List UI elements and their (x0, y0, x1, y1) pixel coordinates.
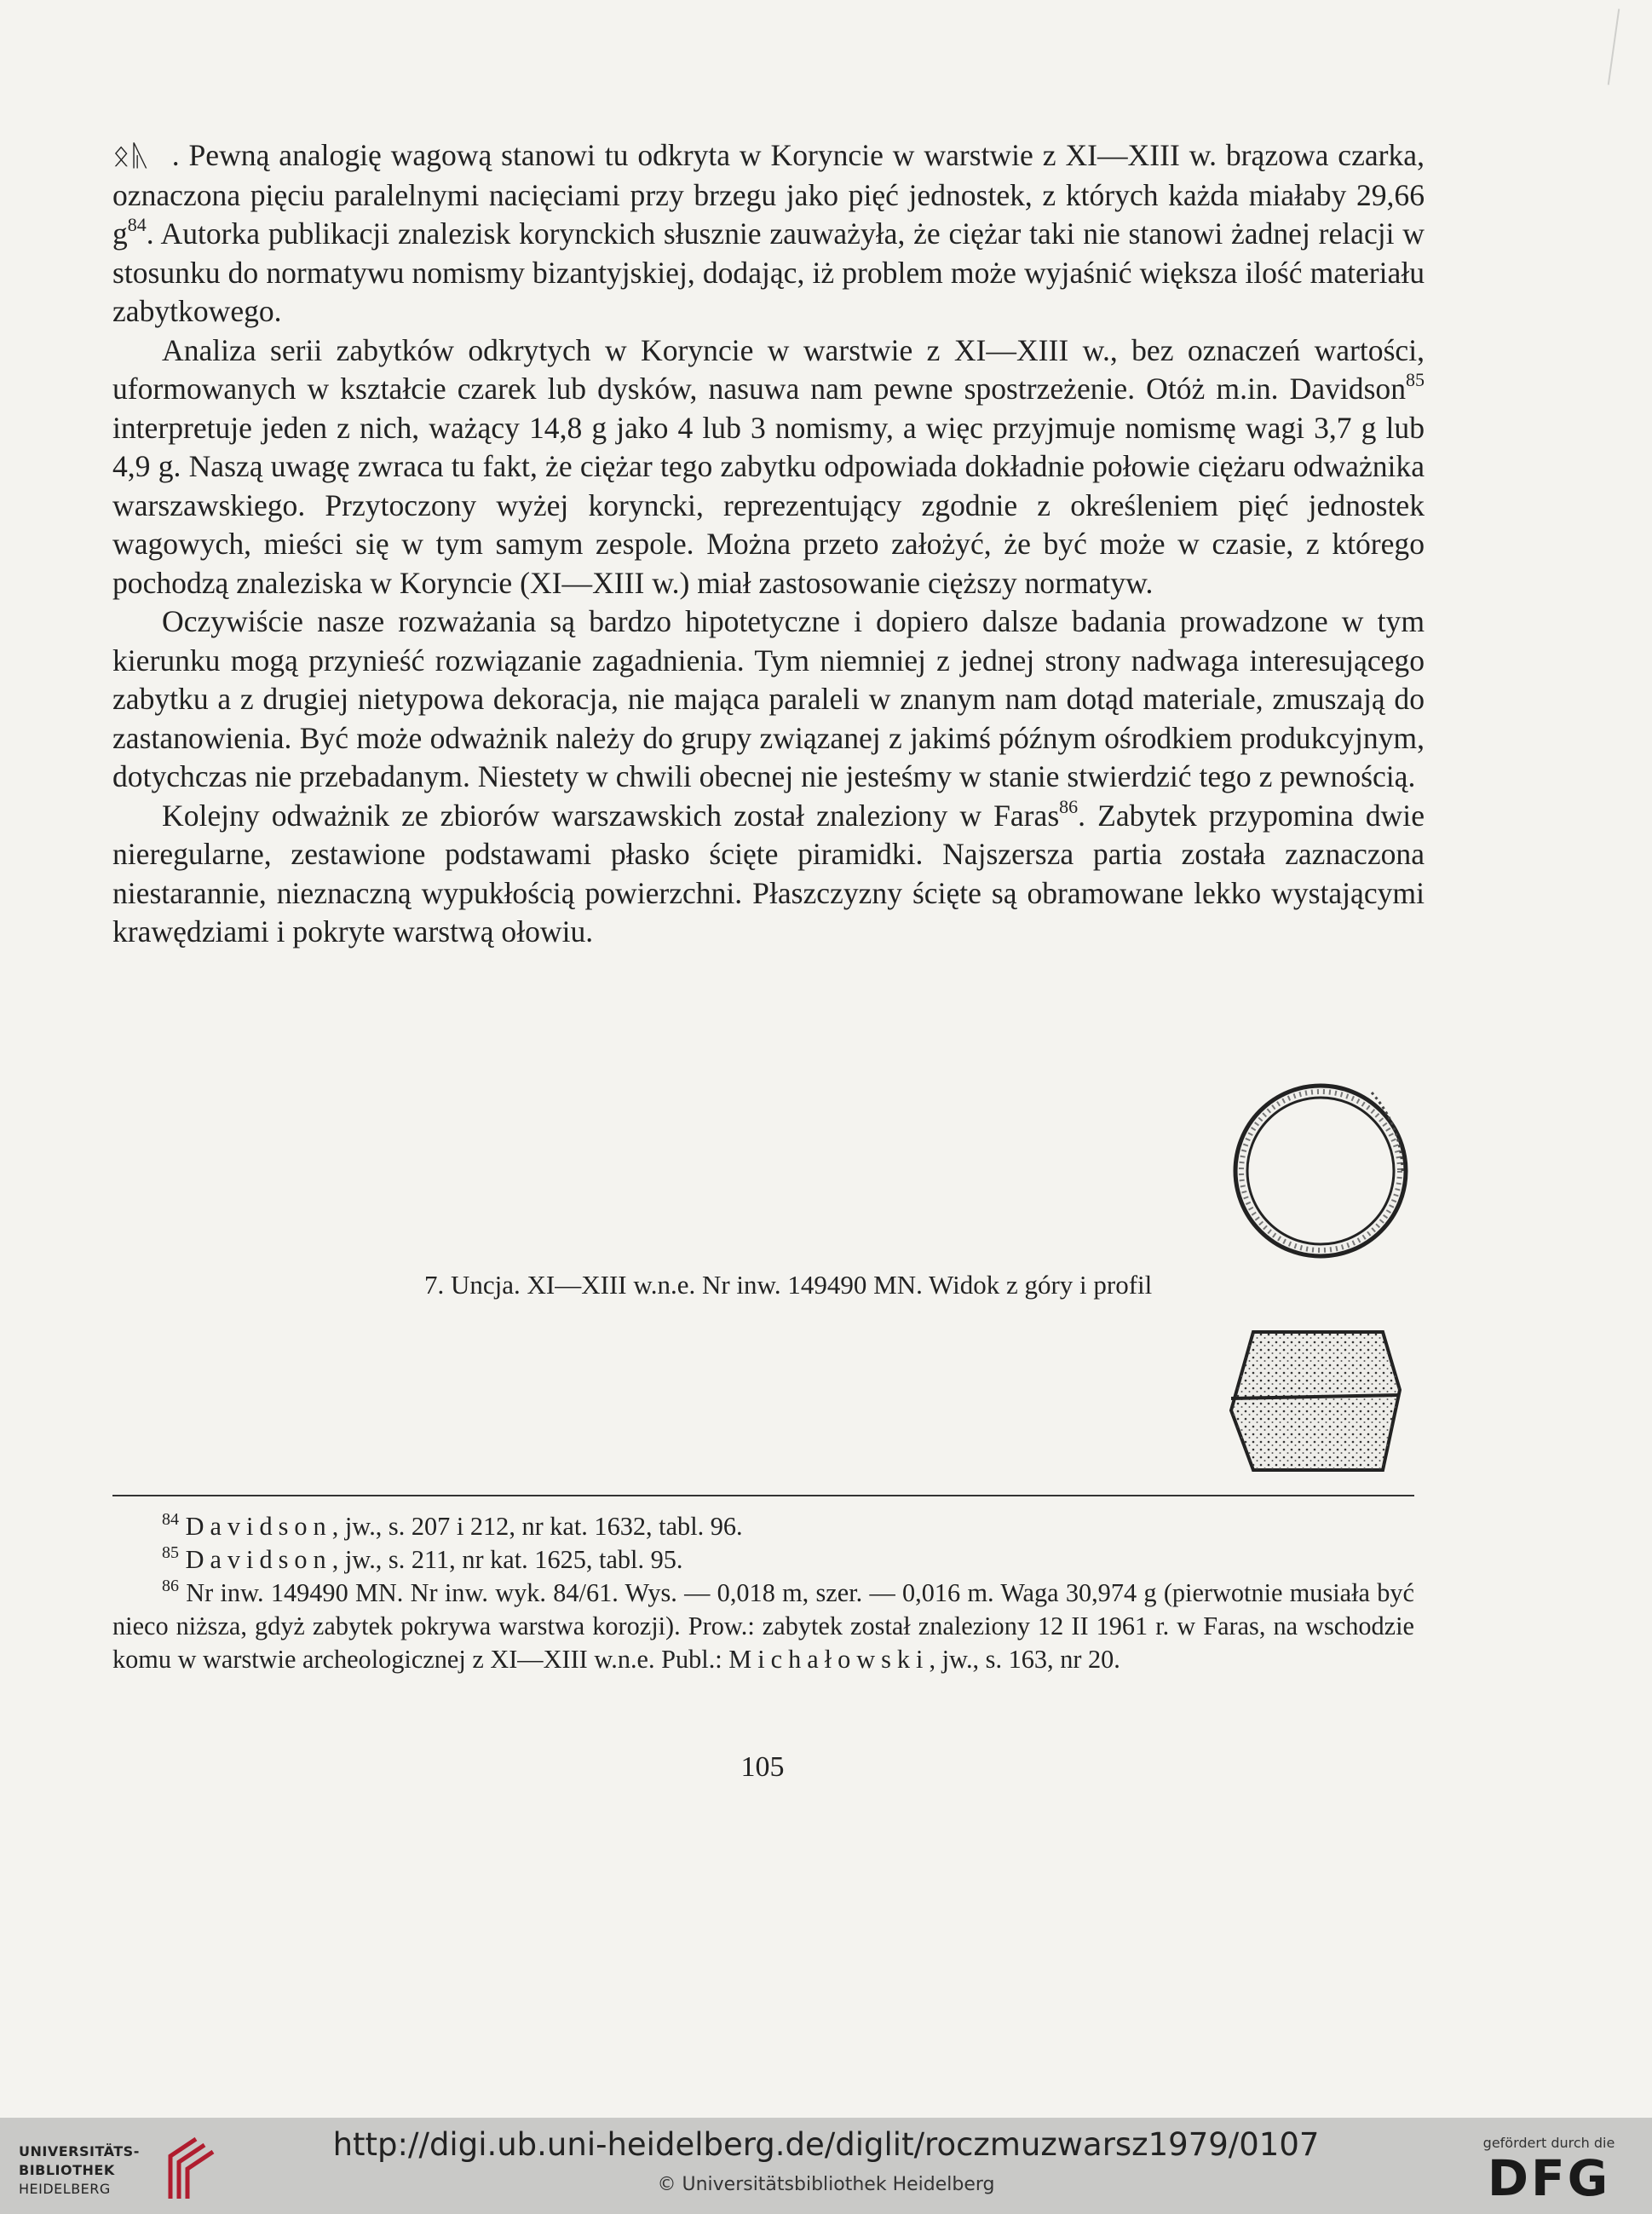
footnote-ref-86[interactable]: 86 (1059, 795, 1079, 817)
paragraph-2-text: Analiza serii zabytków odkrytych w Koryncie w warstwie z XI—XIII w., bez oznaczeń wartości, uformowanych w kształcie czarek lub dysków, nasuwa nam pewne spostrzeżenie. Otóż m.in. Davidson (112, 332, 1425, 406)
paragraph-1 (112, 136, 1425, 332)
copyright-notice: © Universitätsbibliothek Heidelberg (657, 2174, 995, 2195)
footnote-84 (112, 1510, 1414, 1543)
sponsor-name: DFG (1487, 2149, 1611, 2207)
weight-top-view-drawing (1227, 1075, 1414, 1267)
figure-caption: 7. Uncja. XI—XIII w.n.e. Nr inw. 149490 MN. Widok z góry i profil (424, 1270, 1153, 1300)
viewer-footer (0, 2118, 1652, 2214)
footnote-text: Nr inw. 149490 MN. Nr inw. wyk. 84/61. Wys. — 0,018 m, szer. — 0,016 m. Waga 30,974 g (pierwotnie musiała być nieco niższa, gdyż zabytek pokrywa warstwa korozji). Prow.: zabytek został znaleziony 12 II 1961 r. w Faras, na wschodzie komu w warstwie archeologicznej z XI—XIII w.n.e. Publ.: (112, 1578, 1414, 1674)
footnote-ref-85[interactable]: 85 (1406, 369, 1425, 390)
logo-line-1: UNIVERSITÄTS- (19, 2143, 140, 2159)
footnote-number: 85 (162, 1543, 179, 1562)
paragraph-2-rest: interpretuje jeden z nich, ważący 14,8 g jako 4 lub 3 nomismy, a więc przyjmuje nomismę wagi 3,7 g lub 4,9 g. Naszą uwagę zwraca tu fakt, że ciężar tego zabytku odpowiada dokładnie połowie ciężaru odważnika warszawskiego. Przytoczony wyżej koryncki, reprezentujący zgodnie z określeniem pięć jednostek wagowych, mieści się w tym samym zespole. Można przeto założyć, że być może w czasie, z którego pochodzą znaleziska w Koryncie (XI—XIII w.) miał zastosowanie cięższy normatyw. (112, 410, 1425, 600)
footnote-number: 86 (162, 1577, 179, 1595)
footnote-separator (112, 1495, 1414, 1496)
dfg-sponsor-logo[interactable] (1464, 2135, 1634, 2207)
footnote-ref-84[interactable]: 84 (127, 214, 147, 235)
body-text (112, 136, 1425, 952)
page-number: 105 (740, 1751, 785, 1783)
weight-profile-drawing (1221, 1325, 1404, 1477)
paragraph-1-text: . Pewną analogię wagową stanowi tu odkryta w Koryncie w warstwie z XI—XIII w. brązowa czarka, oznaczona pięciu paralelnymi nacięciami przy brzegu jako pięć jednostek, z których każda miałaby 29,66 g (112, 138, 1425, 251)
footnote-86 (112, 1577, 1414, 1676)
scan-mark (1608, 9, 1620, 84)
footnotes (112, 1510, 1414, 1676)
footnote-text: , jw., s. 211, nr kat. 1625, tabl. 95. (331, 1545, 683, 1574)
paragraph-4 (112, 797, 1425, 952)
paragraph-2 (112, 332, 1425, 603)
rune-symbol: ᛟᚣ (112, 139, 151, 173)
paragraph-4-text: Kolejny odważnik ze zbiorów warszawskich został znaleziony w Faras (162, 798, 1060, 833)
footnote-number: 84 (162, 1510, 179, 1529)
paragraph-1-rest: . Autorka publikacji znalezisk korynckich słusznie zauważyła, że ciężar taki nie stanowi żadnej relacji w stosunku do normatywu nomismy bizantyjskiej, dodając, iż problem może wyjaśnić większa ilość materiału zabytkowego. (112, 216, 1425, 328)
paragraph-4-rest: . Zabytek przypomina dwie nieregularne, zestawione podstawami płasko ścięte piramidki. Najszersza partia została zaznaczona niestarannie, nieznaczną wypukłością powierzchni. Płaszczyzny ścięte są obramowane lekko wystającymi krawędziami i pokryte warstwą ołowiu. (112, 798, 1425, 948)
footnote-text-rest: , jw., s. 163, nr 20. (929, 1645, 1120, 1674)
logo-line-3: HEIDELBERG (19, 2181, 111, 2197)
sponsor-label: gefördert durch die (1482, 2135, 1615, 2151)
footnote-text: , jw., s. 207 i 212, nr kat. 1632, tabl. 96. (331, 1512, 743, 1541)
footnote-author: Davidson (185, 1545, 332, 1574)
footnote-85 (112, 1543, 1414, 1577)
footnote-author: Davidson (185, 1512, 332, 1541)
paragraph-3: Oczywiście nasze rozważania są bardzo hipotetyczne i dopiero dalsze badania prowadzone w tym kierunku mogą przynieść rozwiązanie zagadnienia. Tym niemniej z jednej strony nadwaga interesującego zabytku a z drugiej nietypowa dekoracja, nie mająca paraleli w znanym nam dotąd materiale, zmuszają do zastanowienia. Być może odważnik należy do grupy związanej z jakimś późnym ośrodkiem produkcyjnym, dotychczas nie przebadanym. Niestety w chwili obecnej nie jesteśmy w stanie stwierdzić tego z pewnością. (112, 604, 1425, 793)
footnote-author: Michałowski (728, 1645, 930, 1674)
logo-line-2: BIBLIOTHEK (19, 2162, 115, 2178)
permalink-url[interactable]: http://digi.ub.uni-heidelberg.de/diglit/roczmuzwarsz1979/0107 (332, 2126, 1320, 2163)
